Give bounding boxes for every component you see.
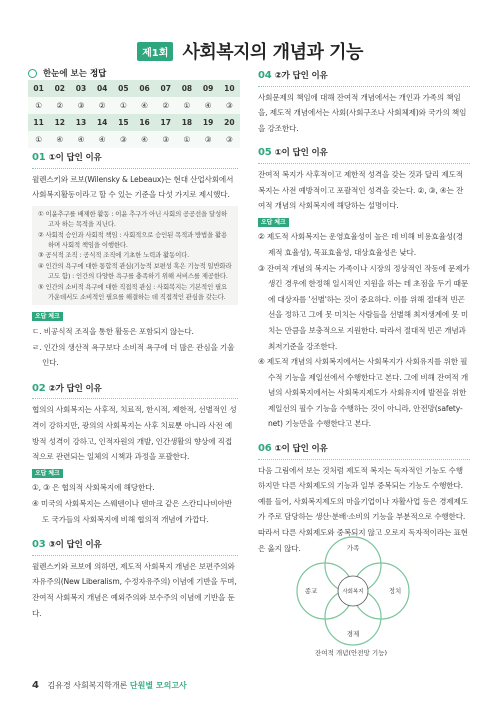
q-num: 09	[198, 80, 219, 97]
q-num: 12	[49, 114, 70, 131]
q-num: 05	[113, 80, 134, 97]
section-06-header	[258, 441, 470, 458]
q-num: 19	[198, 114, 219, 131]
criteria-item: ② 사회적 승인과 사회적 책임 : 사회적으로 승인된 목적과 방법을 활용하며 사회적 책임을 이행한다.	[38, 230, 228, 249]
q-ans: ①	[176, 97, 197, 114]
answer-num-row	[28, 114, 240, 131]
answer-num-row	[28, 80, 240, 97]
q-ans: ③	[155, 131, 176, 148]
q-num: 08	[176, 80, 197, 97]
check-item: ② 제도적 사회복지는 운영효율성이 높은 데 비해 비용효율성(경제적 효율성), 목표효율성, 대상효율성은 낮다.	[258, 232, 463, 257]
section-03-body: 윌렌스키와 르보에 의하면, 제도적 사회복지 개념은 보편주의와 자유주의(New Liberalism, 수정자유주의) 이념에 기반을 두며, 잔여적 사회복지 개념은 예외주의와 보수주의 이념에 기반을 둔다.	[32, 561, 237, 618]
page-title: 사회복지의 개념과 기능	[182, 42, 363, 63]
q-ans: ②	[49, 97, 70, 114]
page-number: 4	[32, 680, 39, 691]
q-ans: ③	[219, 97, 240, 114]
q-num: 06	[134, 80, 155, 97]
q-num: 11	[28, 114, 49, 131]
venn-label-top: 가족	[346, 544, 360, 552]
chapter-badge: 제1회	[137, 42, 173, 61]
check-item: ㄷ. 비공식적 조직을 통한 활동은 포함되지 않는다.	[32, 327, 194, 337]
q-num: 10	[219, 80, 240, 97]
section-heading: ①이 답인 이유	[274, 444, 328, 455]
criteria-box	[32, 206, 238, 306]
venn-caption: 잔여적 개념(안전망 기능)	[315, 649, 387, 657]
footer-series: 단원별 모의고사	[129, 681, 187, 690]
q-num: 02	[49, 80, 70, 97]
wrong-check-tag: 오답 체크	[258, 218, 289, 227]
q-num: 07	[155, 80, 176, 97]
section-01-body: 윌렌스키와 르보(Wilensky & Lebeaux)는 현대 산업사회에서 사회복지활동이라고 할 수 있는 기준을 다섯 가지로 제시했다.	[32, 174, 234, 200]
section-02-body: 협의의 사회복지는 사후적, 치료적, 한시적, 제한적, 선별적인 성격이 강하지만, 광의의 사회복지는 사후 치료뿐 아니라 사전 예방적 성격이 강하고, 인적자원의 개발, 인간생활의 향상에 직접적으로 관련되는 일체의 시책과 과정을 포괄한다.	[32, 405, 237, 462]
venn-diagram	[283, 528, 423, 658]
q-num: 14	[92, 114, 113, 131]
section-number: 06	[258, 443, 272, 455]
section-heading: ①이 답인 이유	[48, 153, 102, 163]
q-num: 13	[70, 114, 91, 131]
page-footer	[32, 680, 187, 691]
section-heading: ②가 답인 이유	[48, 383, 102, 394]
divider	[32, 398, 238, 399]
q-num: 17	[155, 114, 176, 131]
section-heading: ③이 답인 이유	[48, 540, 102, 551]
magnifier-icon	[28, 69, 37, 78]
check-item: ③ 잔여적 개념의 복지는 가족이나 시장의 정상적인 작동에 문제가 생긴 경우에 한정해 일시적인 지원을 하는 데 초점을 두기 때문에 대상자를 '선별'하는 것이 중요하다. 이를 위해 절대적 빈곤선을 정하고 그에 못 미치는 사람들을 선별해 최저생계에 못 미치는 만큼을 보충적으로 지원한다. 따라서 절대적 빈곤 개념과 최저기준을 강조한다.	[258, 263, 470, 351]
venn-label-bottom: 경제	[346, 630, 360, 638]
q-ans: ④	[92, 131, 113, 148]
check-item: ④ 제도적 개념의 사회복지에서는 사회복지가 사회유지를 위한 필수적 기능을 제일선에서 수행한다고 본다. 그에 비해 잔여적 개념의 사회복지에서는 사회복지제도가 사회유지에 발전을 위한 제일선의 필수 기능을 수행하는 것이 아니라, 안전망(safety-net) 기능만을 수행한다고 본다.	[258, 357, 469, 429]
divider	[258, 163, 470, 164]
criteria-item: ④ 인간의 욕구에 대한 통합적 관심(기능적 보편성 혹은 기능적 일반화라고도 함) : 인간의 다양한 욕구를 충족하기 위해 서비스를 제공한다.	[38, 261, 232, 281]
venn-label-right: 정치	[388, 587, 402, 595]
q-ans: ③	[219, 131, 240, 148]
answer-table	[28, 80, 240, 148]
footer-book-title: 김유경 사회복지학개론	[47, 681, 128, 690]
q-ans: ②	[155, 97, 176, 114]
divider	[258, 86, 470, 87]
check-item: ④ 미국의 사회복지는 스웨덴이나 덴마크 같은 스칸디나비아반도 국가들의 사회복지에 비해 협의적 개념에 가깝다.	[32, 498, 232, 524]
q-ans: ①	[28, 131, 49, 148]
section-number: 01	[32, 152, 46, 163]
divider	[32, 555, 238, 556]
check-item: ㄹ. 인간의 생산적 욕구보다 소비적 욕구에 더 많은 관심을 기울인다.	[32, 342, 235, 368]
section-05-header	[258, 145, 470, 162]
q-ans: ①	[28, 97, 49, 114]
venn-label-center: 사회복지	[342, 589, 364, 595]
section-04-body: 사회문제의 책임에 대해 잔여적 개념에서는 개인과 가족의 책임을, 제도적 개념에서는 사회(사회구조나 사회체제)와 국가의 책임을 강조한다.	[258, 92, 467, 133]
right-column	[258, 68, 470, 556]
venn-label-left: 종교	[304, 587, 318, 595]
q-ans: ④	[198, 97, 219, 114]
q-num: 03	[70, 80, 91, 97]
q-ans: ④	[70, 131, 91, 148]
criteria-item: ⑤ 인간의 소비적 욕구에 대한 직접적 관심 : 사회복지는 기본적인 필요가운데서도 소비적인 필요를 해결하는 데 직접적인 관심을 갖는다.	[38, 282, 228, 302]
chapter-title	[0, 38, 500, 64]
divider	[32, 168, 238, 169]
q-num: 18	[176, 114, 197, 131]
q-num: 20	[219, 114, 240, 131]
q-ans: ④	[49, 131, 70, 148]
criteria-item: ① 이윤추구를 배제한 활동 : 이윤 추구가 아닌 사회의 공공선을 달성하고자 하는 목적을 지닌다.	[38, 209, 228, 229]
q-ans: ④	[134, 131, 155, 148]
answer-val-row	[28, 97, 240, 114]
q-ans: ①	[113, 97, 134, 114]
q-num: 15	[113, 114, 134, 131]
criteria-item: ③ 공식적 조직 : 공식적 조직에 기초한 노력과 활동이다.	[38, 251, 190, 260]
section-06-body: 다음 그림에서 보는 것처럼 제도적 복지는 독자적인 기능도 수행하지만 다른 사회제도의 기능과 일부 중복되는 기능도 수행한다. 예를 들어, 사회복지제도의 마을기업이나 자활사업 등은 경제제도가 주로 담당하는 생산·분배·소비의 기능을 부분적으로 수행한다. 따라서 다른 사회제도와 중복되지 않고 오로지 독자적이라는 표현은 옳지 않다.	[258, 465, 468, 553]
q-ans: ②	[92, 97, 113, 114]
section-heading: ①이 답인 이유	[274, 148, 328, 159]
divider	[258, 459, 470, 460]
check-item: ①, ③ 은 협의적 사회복지에 해당한다.	[32, 483, 155, 493]
q-ans: ③	[70, 97, 91, 114]
section-05-body: 잔여적 복지가 사후적이고 제한적 성격을 갖는 것과 달리 제도적 복지는 사전 예방적이고 포괄적인 성격을 갖는다. ②, ③, ④는 잔여적 개념의 사회복지에 해당하는 설명이다.	[258, 169, 464, 211]
section-number: 03	[32, 539, 46, 551]
section-number: 02	[32, 382, 46, 394]
section-02-header	[32, 381, 238, 398]
q-ans: ①	[176, 131, 197, 148]
section-04-header	[258, 68, 470, 85]
q-ans: ④	[134, 97, 155, 114]
q-num: 01	[28, 80, 49, 97]
left-column	[32, 150, 238, 621]
section-01-header	[32, 150, 238, 167]
section-number: 04	[258, 70, 272, 81]
quick-answer-label	[28, 67, 106, 79]
q-num: 04	[92, 80, 113, 97]
wrong-check-tag: 오답 체크	[32, 312, 63, 321]
q-num: 16	[134, 114, 155, 131]
wrong-check-tag: 오답 체크	[32, 469, 63, 478]
quick-answer-strong: 정답	[89, 69, 107, 79]
q-ans: ③	[198, 131, 219, 148]
quick-answer-prefix: 한눈에 보는	[42, 69, 87, 79]
section-03-header	[32, 537, 238, 554]
section-heading: ②가 답인 이유	[274, 71, 328, 81]
q-ans: ③	[113, 131, 134, 148]
answer-val-row	[28, 131, 240, 148]
section-number: 05	[258, 147, 272, 159]
